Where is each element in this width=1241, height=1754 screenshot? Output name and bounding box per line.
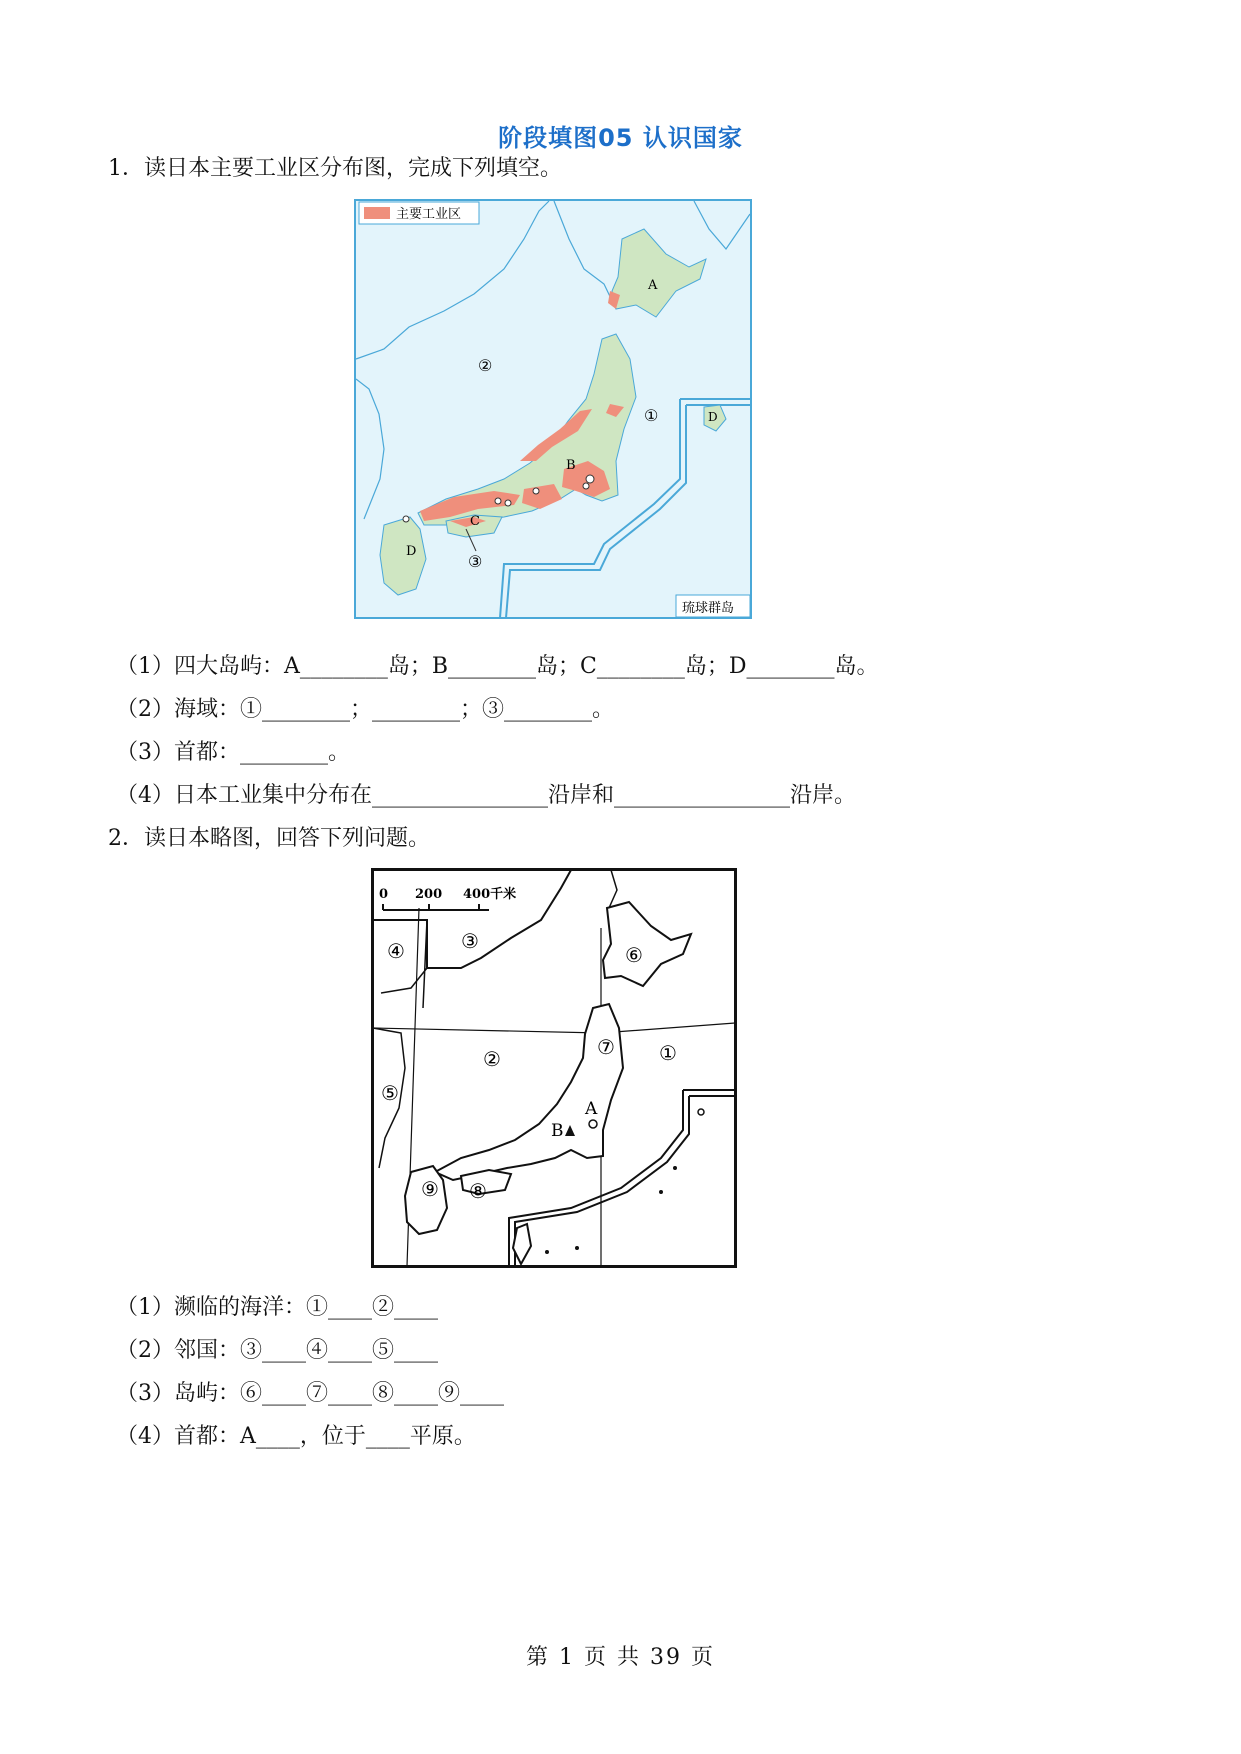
scale-400: 400千米 <box>463 887 517 902</box>
legend-text: 主要工业区 <box>396 207 462 222</box>
question-1-prompt: 1．读日本主要工业区分布图，完成下列填空。 <box>108 156 562 181</box>
capital-marker <box>589 1120 597 1128</box>
label-n3: ③ <box>461 929 479 953</box>
japan-industry-map <box>354 199 752 619</box>
q1-item-4: （4）日本工业集中分布在________________沿岸和________________沿岸。 <box>116 783 856 808</box>
page-title: 阶段填图05 认识国家 <box>498 124 743 152</box>
label-n4: ④ <box>387 939 405 963</box>
legend-swatch <box>364 207 390 219</box>
label-b: B <box>566 458 576 473</box>
city-dot <box>583 483 589 489</box>
city-dot <box>505 500 511 506</box>
label-n8: ⑧ <box>469 1179 487 1203</box>
q2-item-4: （4）首都：A____，位于____平原。 <box>116 1424 476 1449</box>
label-c: C <box>470 514 480 529</box>
q2-item-2: （2）邻国：③____④____⑤____ <box>116 1338 438 1363</box>
label-n2: ② <box>483 1047 501 1071</box>
label-n1: ① <box>659 1041 677 1065</box>
city-dot <box>586 475 594 483</box>
label-sea-1: ① <box>644 406 659 425</box>
label-b: B <box>551 1121 564 1141</box>
q2-item-1: （1）濒临的海洋：①____②____ <box>116 1295 438 1320</box>
city-dot <box>533 488 539 494</box>
label-sea-3: ③ <box>468 552 483 571</box>
label-capital-a: A <box>585 1099 598 1119</box>
q1-item-1: （1）四大岛屿：A________岛；B________岛；C________岛；D________岛。 <box>116 654 879 679</box>
label-n9: ⑨ <box>421 1177 439 1201</box>
inset-label: 琉球群岛 <box>682 601 735 616</box>
scale-0: 0 <box>379 887 389 902</box>
label-d: D <box>406 544 417 559</box>
japan-outline-map <box>371 868 737 1268</box>
q1-item-2: （2）海域：①________；________；③________。 <box>116 697 614 722</box>
q1-item-3: （3）首都：________。 <box>116 740 350 765</box>
label-a: A <box>648 278 658 293</box>
label-d-inset: D <box>708 410 718 424</box>
city-dot <box>495 498 501 504</box>
label-sea-2: ② <box>478 356 493 375</box>
label-n7: ⑦ <box>597 1035 615 1059</box>
city-dot <box>403 516 409 522</box>
question-2-prompt: 2．读日本略图，回答下列问题。 <box>108 826 430 851</box>
q2-item-3: （3）岛屿：⑥____⑦____⑧____⑨____ <box>116 1381 504 1406</box>
scale-200: 200 <box>415 887 443 902</box>
label-n6: ⑥ <box>625 943 643 967</box>
page-footer: 第 1 页 共 39 页 <box>526 1645 715 1670</box>
label-n5: ⑤ <box>381 1081 399 1105</box>
